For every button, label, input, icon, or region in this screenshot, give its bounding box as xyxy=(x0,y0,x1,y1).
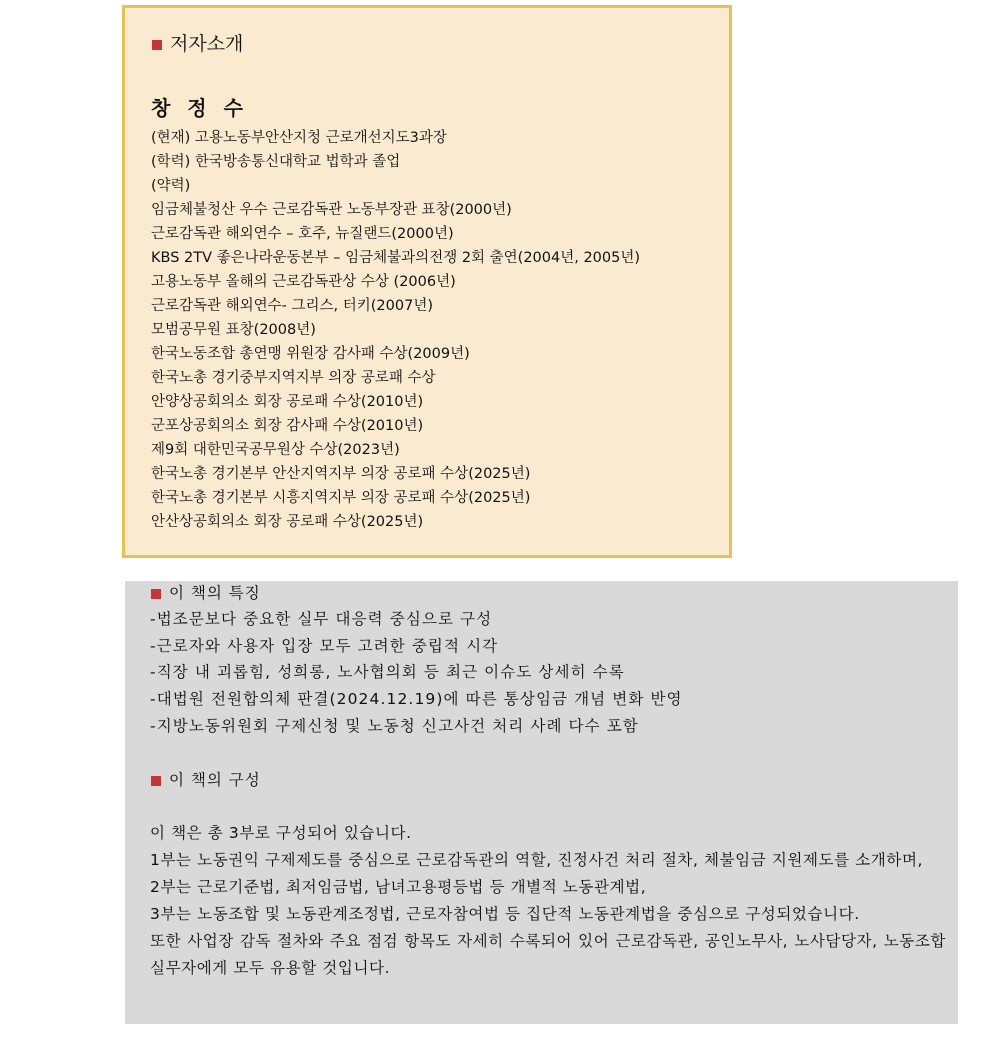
author-profile-line: 모범공무원 표창(2008년) xyxy=(151,322,316,338)
feature-item: -근로자와 사용자 입장 모두 고려한 중립적 시각 xyxy=(150,636,499,655)
author-profile-line: (약력) xyxy=(151,178,191,194)
author-profile-line: 안산상공회의소 회장 공로패 수상(2025년) xyxy=(151,514,424,530)
author-profile-line: 군포상공회의소 회장 감사패 수상(2010년) xyxy=(151,418,424,434)
author-profile-line: 안양상공회의소 회장 공로패 수상(2010년) xyxy=(151,394,424,410)
author-intro-heading xyxy=(152,32,243,56)
feature-item: -직장 내 괴롭힘, 성희롱, 노사협의회 등 최근 이슈도 상세히 수록 xyxy=(150,663,625,682)
structure-paragraph: 2부는 근로기준법, 최저임금법, 남녀고용평등법 등 개별적 노동관계법, xyxy=(150,878,647,896)
structure-description xyxy=(150,820,946,982)
structure-paragraph: 이 책은 총 3부로 구성되어 있습니다. xyxy=(150,824,412,842)
features-list xyxy=(150,606,683,739)
structure-paragraph: 3부는 노동조합 및 노동관계조정법, 근로자참여법 등 집단적 노동관계법을 중심으로 구성되었습니다. xyxy=(150,905,860,923)
author-profile-list xyxy=(151,126,640,534)
author-profile-line: 제9회 대한민국공무원상 수상(2023년) xyxy=(151,442,400,458)
feature-item: -대법원 전원합의체 판결(2024.12.19)에 따른 통상임금 개념 변화 반영 xyxy=(150,690,683,709)
author-profile-line: 임금체불청산 우수 근로감독관 노동부장관 표창(2000년) xyxy=(151,202,512,218)
author-profile-line: (학력) 한국방송통신대학교 법학과 졸업 xyxy=(151,154,401,170)
book-info-box xyxy=(125,581,958,1024)
structure-heading xyxy=(151,769,261,791)
author-profile-line: 근로감독관 해외연수 – 호주, 뉴질랜드(2000년) xyxy=(151,226,454,242)
author-profile-line: 한국노동조합 총연맹 위원장 감사패 수상(2009년) xyxy=(151,346,470,362)
feature-item: -지방노동위원회 구제신청 및 노동청 신고사건 처리 사례 다수 포함 xyxy=(150,716,639,735)
author-name: 창 정 수 xyxy=(151,96,248,120)
author-intro-heading-text: 저자소개 xyxy=(170,33,244,55)
structure-paragraph: 또한 사업장 감독 절차와 주요 점검 항목도 자세히 수록되어 있어 근로감독관, 공인노무사, 노사담당자, 노동조합 실무자에게 모두 유용할 것입니다. xyxy=(150,932,946,977)
author-profile-line: KBS 2TV 좋은나라운동본부 – 임금체불과의전쟁 2회 출연(2004년, 2005년) xyxy=(151,250,641,266)
features-heading-text: 이 책의 특징 xyxy=(169,584,261,602)
square-bullet-icon xyxy=(151,589,161,599)
author-profile-line: 고용노동부 올해의 근로감독관상 수상 (2006년) xyxy=(151,274,456,290)
square-bullet-icon xyxy=(152,40,162,50)
author-profile-line: 한국노총 경기본부 안산지역지부 의장 공로패 수상(2025년) xyxy=(151,466,531,482)
author-profile-line: (현재) 고용노동부안산지청 근로개선지도3과장 xyxy=(151,130,447,146)
structure-paragraph: 1부는 노동권익 구제제도를 중심으로 근로감독관의 역할, 진정사건 처리 절차, 체불임금 지원제도를 소개하며, xyxy=(150,851,924,869)
author-profile-line: 한국노총 경기본부 시흥지역지부 의장 공로패 수상(2025년) xyxy=(151,490,531,506)
author-profile-line: 한국노총 경기중부지역지부 의장 공로패 수상 xyxy=(151,370,436,386)
author-intro-box xyxy=(122,5,732,558)
features-heading xyxy=(151,582,261,604)
structure-heading-text: 이 책의 구성 xyxy=(169,771,261,789)
square-bullet-icon xyxy=(151,776,161,786)
feature-item: -법조문보다 중요한 실무 대응력 중심으로 구성 xyxy=(150,610,493,628)
author-profile-line: 근로감독관 해외연수- 그리스, 터키(2007년) xyxy=(151,298,433,314)
